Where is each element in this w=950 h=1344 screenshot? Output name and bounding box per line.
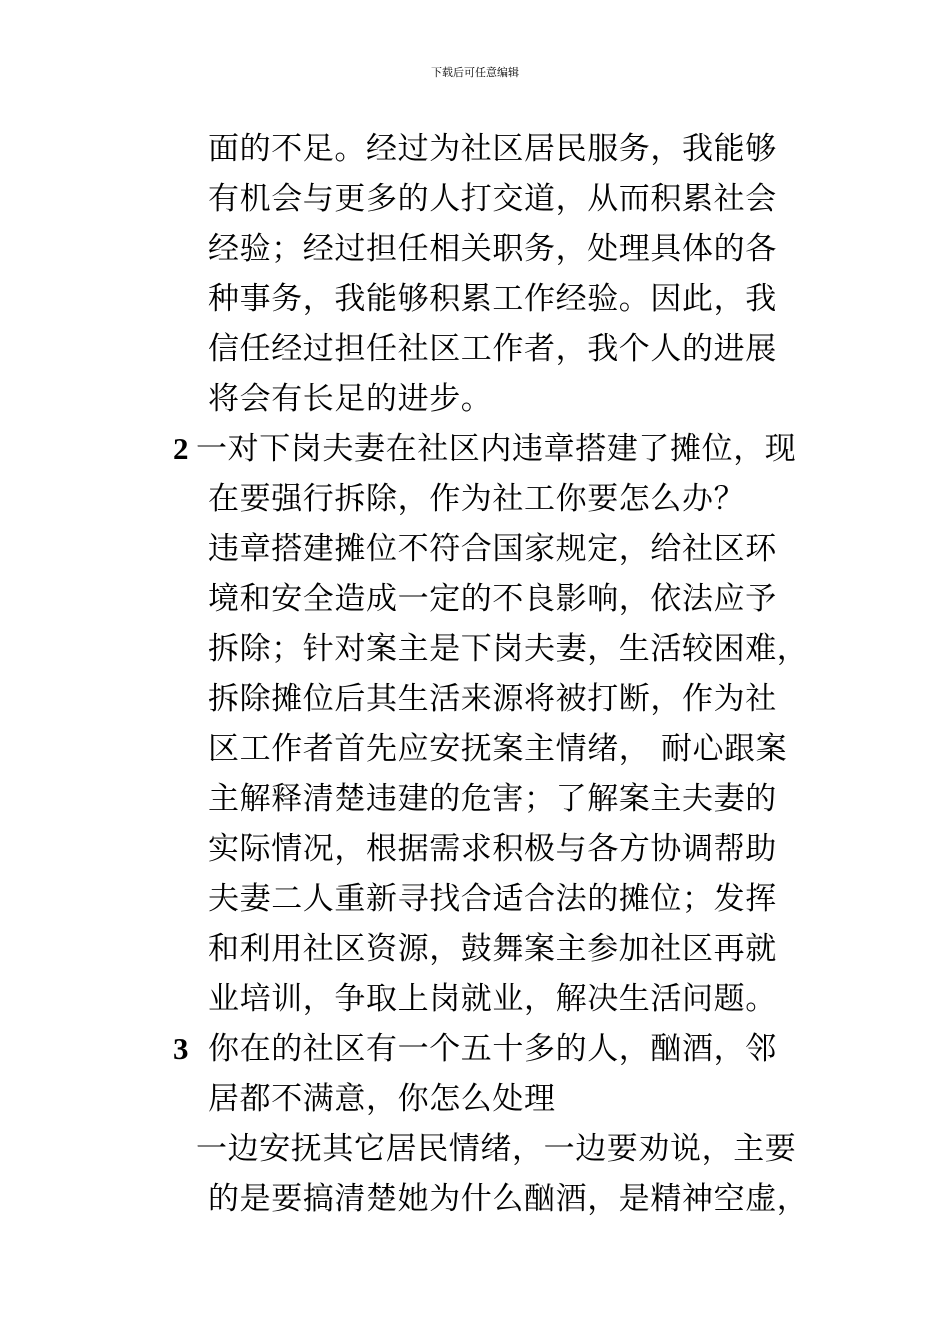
answer-line: 拆除摊位后其生活来源将被打断，作为社	[208, 681, 777, 717]
question-3-title-cont: 居都不满意，你怎么处理	[208, 1081, 556, 1117]
answer-line: 的是要搞清楚她为什么酗酒，是精神空虚，	[208, 1181, 809, 1217]
question-3-title: 你在的社区有一个五十多的人，酗酒，邻	[208, 1031, 777, 1067]
text-line: 信任经过担任社区工作者，我个人的进展	[208, 331, 777, 367]
answer-line: 主解释清楚违建的危害；了解案主夫妻的	[208, 781, 777, 817]
answer-line: 拆除；针对案主是下岗夫妻，生活较困难，	[208, 631, 809, 667]
answer-line: 实际情况，根据需求积极与各方协调帮助	[208, 831, 777, 867]
page-header: 下载后可任意编辑	[431, 66, 519, 79]
text-line: 种事务，我能够积累工作经验。因此，我	[208, 281, 777, 317]
answer-line: 夫妻二人重新寻找合适合法的摊位；发挥	[208, 881, 777, 917]
answer-line: 区工作者首先应安抚案主情绪， 耐心跟案	[208, 731, 788, 767]
question-number-2: 2	[173, 431, 190, 466]
text-line: 经验；经过担任相关职务，处理具体的各	[208, 231, 777, 267]
text-line: 有机会与更多的人打交道，从而积累社会	[208, 181, 777, 217]
answer-line: 一边安抚其它居民情绪，一边要劝说，主要	[196, 1131, 797, 1167]
text-line: 面的不足。经过为社区居民服务，我能够	[208, 131, 777, 167]
question-2-title: 一对下岗夫妻在社区内违章搭建了摊位，现	[196, 431, 797, 467]
answer-line: 和利用社区资源，鼓舞案主参加社区再就	[208, 931, 777, 967]
text-line: 将会有长足的进步。	[208, 381, 493, 417]
answer-line: 境和安全造成一定的不良影响，依法应予	[208, 581, 777, 617]
answer-line: 业培训，争取上岗就业，解决生活问题。	[208, 981, 777, 1017]
question-2-title-cont: 在要强行拆除，作为社工你要怎么办？	[208, 481, 746, 517]
question-number-3: 3	[173, 1031, 190, 1066]
answer-line: 违章搭建摊位不符合国家规定，给社区环	[208, 531, 777, 567]
